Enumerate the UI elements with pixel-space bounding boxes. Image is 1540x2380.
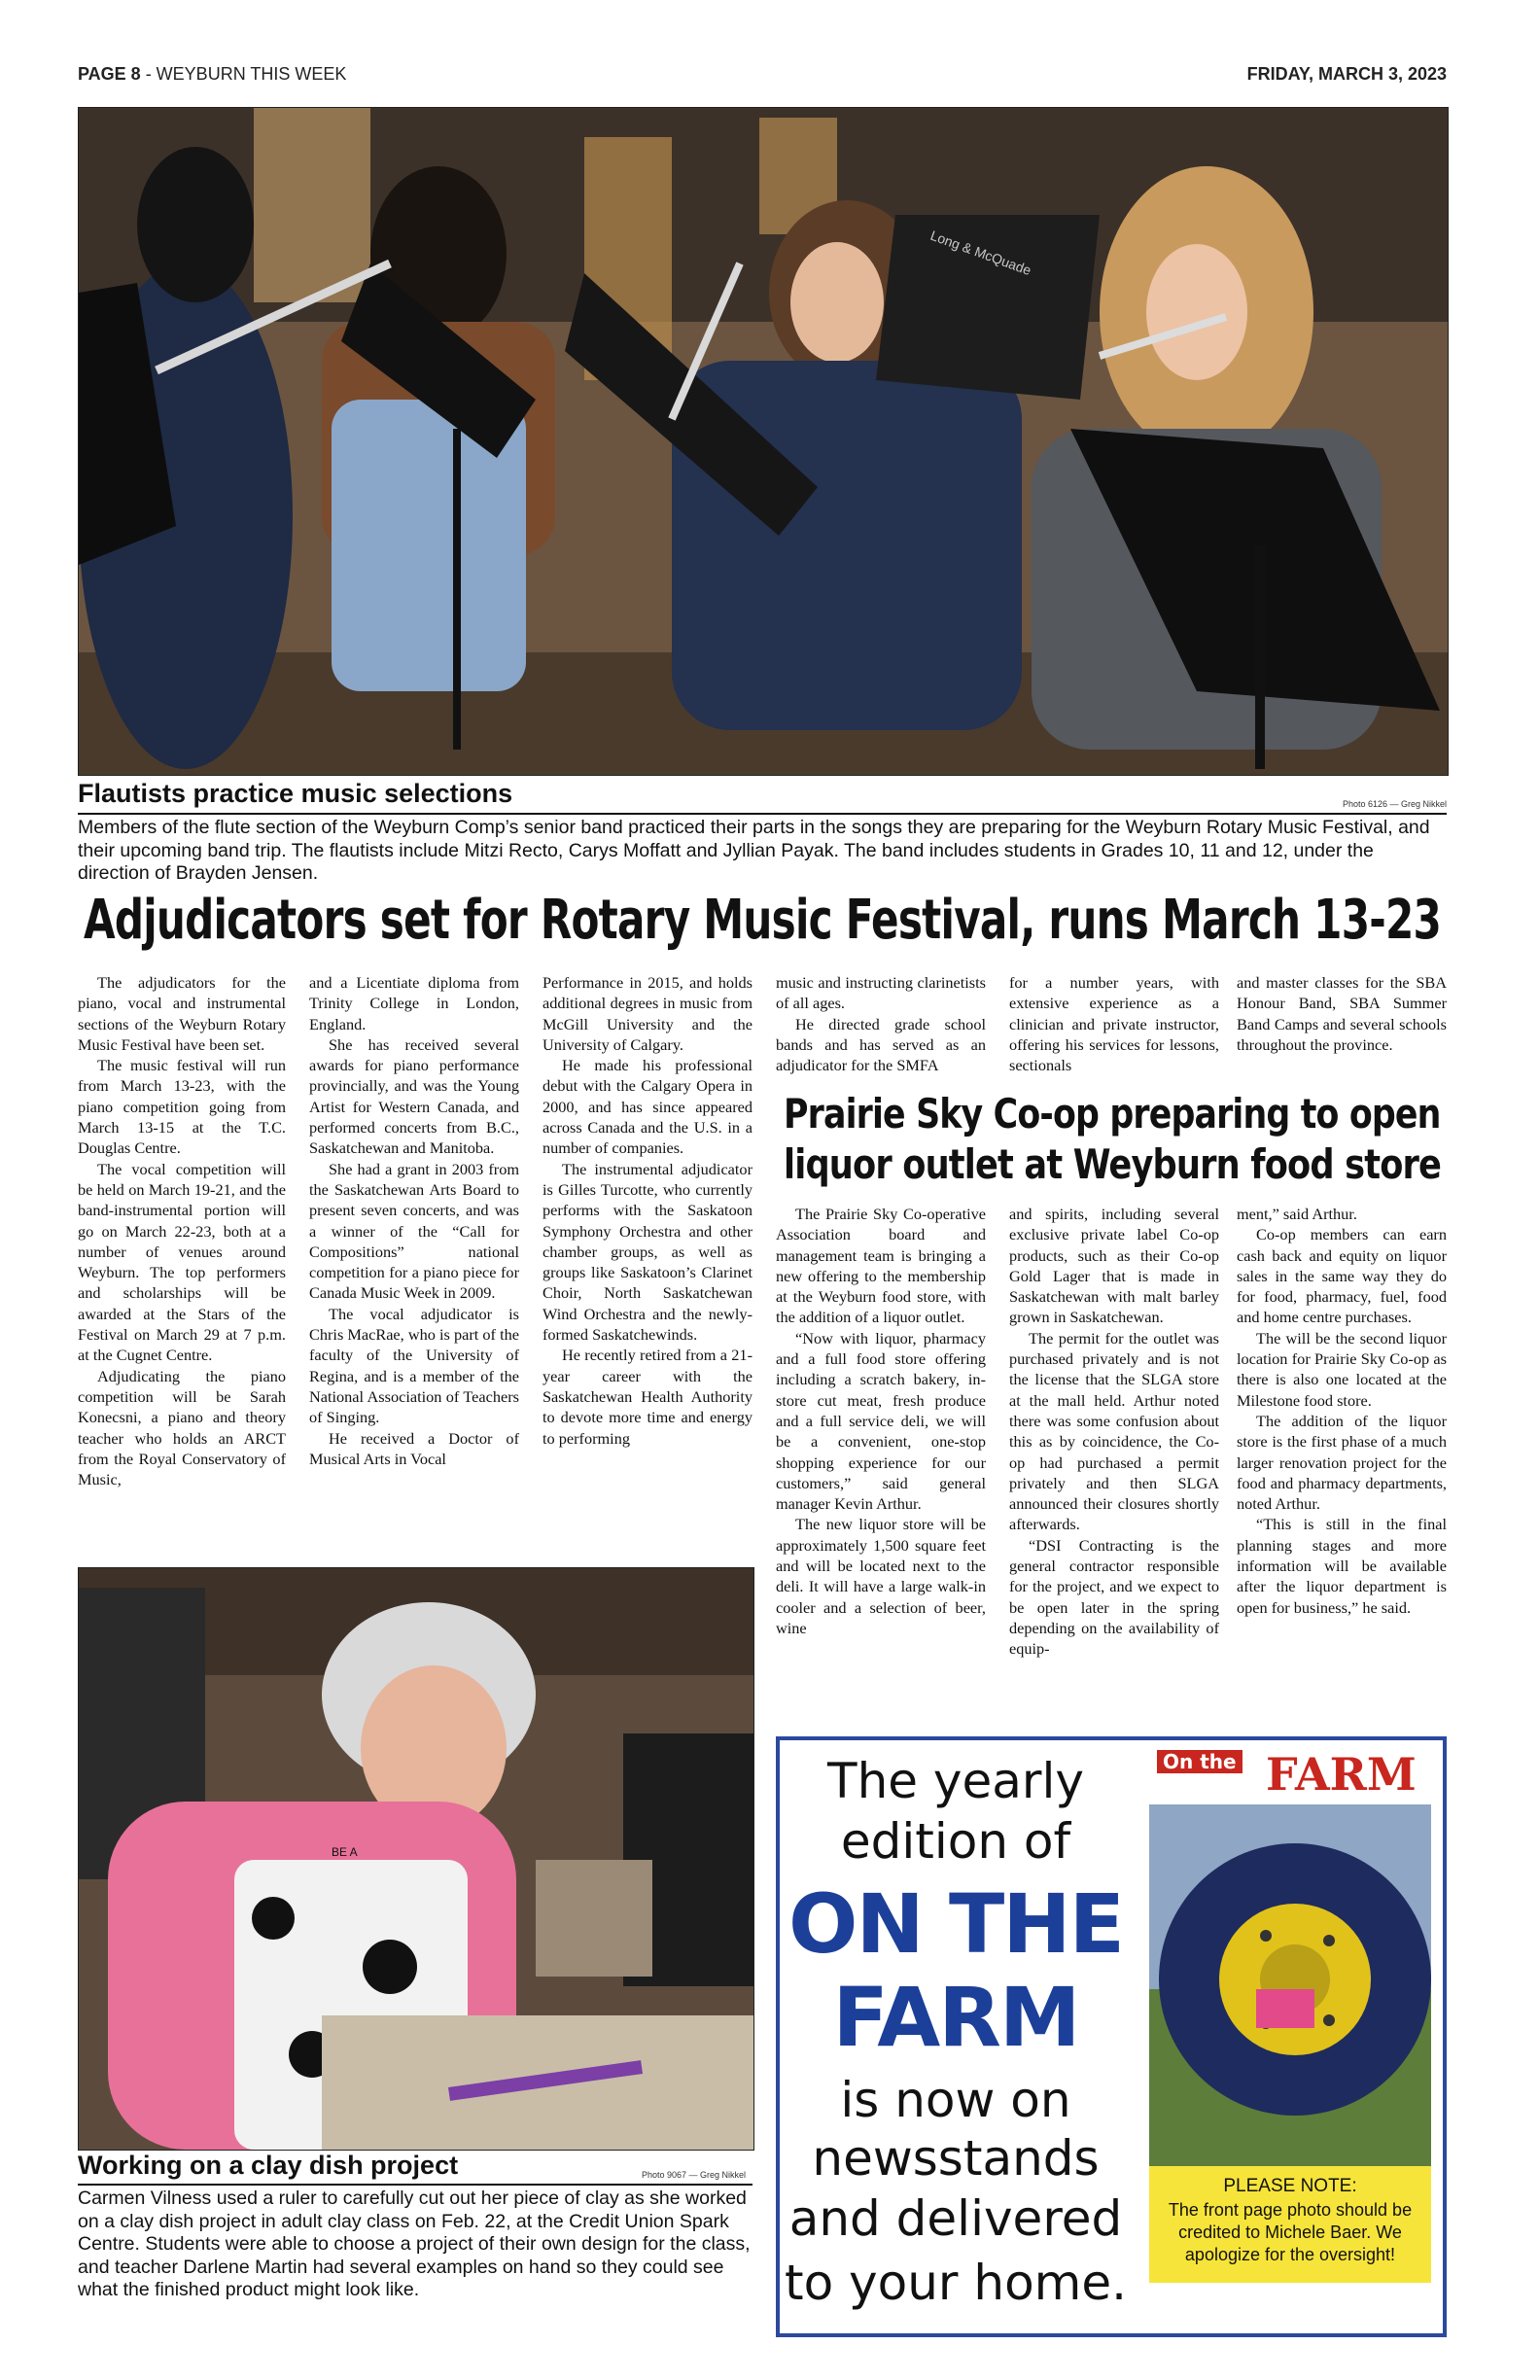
- ad-big-line-2: FARM: [832, 1970, 1079, 2065]
- cover-farm: FARM: [1266, 1748, 1417, 1801]
- paragraph: The instrumental adjudicator is Gilles Turcotte, who currently performs with the Saskatoon Symphony Orchestra and other chamber groups, as well as groups like Saskatoon’s Clarinet Choir, North Saskatchewan Wind Orchestra and the newly-formed Saskatchewinds.: [542, 1159, 752, 1345]
- paragraph: He directed grade school bands and has served as an adjudicator for the SMFA: [776, 1014, 986, 1075]
- festival-column-4: [776, 972, 986, 1075]
- cover-illustration: [1149, 1746, 1431, 2166]
- coop-column-3: [1237, 1204, 1447, 1618]
- paragraph: ment,” said Arthur.: [1237, 1205, 1357, 1223]
- ad-line-6: to your home.: [784, 2255, 1128, 2311]
- flute-photo-illustration: [79, 108, 1448, 775]
- caption-divider: [78, 2184, 752, 2186]
- paragraph: He made his professional debut with the Calgary Opera in 2000, and has since appeared across Canada and the U.S. in a number of companies.: [542, 1056, 752, 1158]
- note-body: The front page photo should be credited to Michele Baer. We apologize for the oversight!: [1168, 2200, 1413, 2264]
- clay-class-photo: [78, 1567, 754, 2151]
- festival-column-2: [309, 972, 519, 1469]
- apron-text: BE A: [332, 1845, 358, 1859]
- paragraph: The vocal competition will be held on March 19-21, and the band-instrumental portion will go on March 22-23, both at a number of venues around Weyburn. The top performers and scholarships will be awarded at the Stars of the Festival on March 29 at 7 p.m. at the Cugnet Centre.: [78, 1159, 286, 1365]
- page-number: PAGE 8: [78, 64, 141, 84]
- ad-line-3: is now on: [840, 2072, 1071, 2128]
- paragraph: He recently retired from a 21-year career with the Saskatchewan Health Authority to devote more time and energy to performing: [542, 1346, 752, 1448]
- paragraph: Co-op members can earn cash back and equity on liquor sales in the same way they do for food, pharmacy, fuel, food and home centre purchases.: [1237, 1225, 1447, 1327]
- coop-column-2: [1009, 1204, 1219, 1660]
- paragraph: She has received several awards for piano performance provincially, and was the Young Artist for Western Canada, and performed concerts from B.C., Saskatchewan and Manitoba.: [309, 1034, 519, 1158]
- paragraph: “Now with liquor, pharmacy and a full food store offering including a scratch bakery, in-store cut meat, fresh produce and a full service deli, we will be a convenient, one-stop shopping experience for our customers,” said general manager Kevin Arthur.: [776, 1328, 986, 1514]
- ad-line-4: newsstands: [812, 2130, 1100, 2187]
- photo2-caption: Carmen Vilness used a ruler to carefully cut out her piece of clay as she worked on a clay dish project in adult clay class on Feb. 22, at the Credit Union Spark Centre. Students were able to choose a project of their own design for the class, and teacher Darlene Martin had several examples on hand so they could see what the finished product might look like.: [78, 2188, 751, 2300]
- coop-headline-line2: liquor outlet at Weyburn food store: [784, 1140, 1442, 1188]
- ad-line-5: and delivered: [788, 2190, 1123, 2247]
- paragraph: The permit for the outlet was purchased privately and is not the license that the SLGA store at the mall held. Arthur noted there was some confusion about this as by coincidence, the Co-op had purchased a permit privately and then SLGA announced their closures shortly afterwards.: [1009, 1328, 1219, 1534]
- paragraph: for a number years, with extensive experience as a clinician and private instructor, offering his services for lessons, sectionals: [1009, 973, 1219, 1075]
- ad-line-1: The yearly: [827, 1753, 1084, 1809]
- paragraph: “DSI Contracting is the general contractor responsible for the project, and we expect to be open later in the spring depending on the availability of equip-: [1009, 1535, 1219, 1659]
- photo1-caption: Members of the flute section of the Weyburn Comp’s senior band practiced their parts in the songs they are preparing for the Weyburn Rotary Music Festival, and their upcoming band trip. The flautists include Mitzi Recto, Carys Moffatt and Jyllian Payak. The band includes students in Grades 10, 11 and 12, under the direction of Brayden Jensen.: [78, 817, 1430, 884]
- festival-column-6: [1237, 972, 1447, 1055]
- note-title: PLEASE NOTE:: [1223, 2176, 1357, 2196]
- paragraph: She had a grant in 2003 from the Saskatchewan Arts Board to present seven concerts, and was a winner of the “Call for Compositions” national competition for a piano piece for Canada Music Week in 2009.: [309, 1159, 519, 1303]
- paragraph: music and instructing clarinetists of all ages.: [776, 973, 986, 1013]
- flute-section-photo: [78, 107, 1449, 776]
- caption-divider: [78, 813, 1447, 815]
- photo2-title: Working on a clay dish project: [78, 2151, 459, 2180]
- issue-date: FRIDAY, MARCH 3, 2023: [1246, 64, 1447, 84]
- page-folio: [78, 64, 346, 85]
- paragraph: The will be the second liquor location for Prairie Sky Co-op as there is also one located at the Milestone food store.: [1237, 1328, 1447, 1410]
- festival-column-5: [1009, 972, 1219, 1075]
- stand-label: Long & McQuade: [928, 227, 1033, 279]
- coop-column-1: [776, 1204, 986, 1638]
- paragraph: and spirits, including several exclusive private label Co-op products, such as their Co-op Gold Lager that is made in Saskatchewan with malt barley grown in Saskatchewan.: [1009, 1205, 1219, 1327]
- paragraph: Adjudicating the piano competition will be Sarah Konecsni, a piano and theory teacher who holds an ARCT from the Royal Conservatory of Music,: [78, 1366, 286, 1489]
- paragraph: The music festival will run from March 13-23, with the piano competition going from March 13-15 at the T.C. Douglas Centre.: [78, 1056, 286, 1158]
- paragraph: He received a Doctor of Musical Arts in Vocal: [309, 1428, 519, 1468]
- photo1-title: Flautists practice music selections: [78, 779, 513, 808]
- ad-big-line-1: ON THE: [788, 1876, 1123, 1972]
- festival-column-1: [78, 972, 286, 1489]
- paper-name: - WEYBURN THIS WEEK: [140, 64, 347, 84]
- ad-line-2: edition of: [840, 1813, 1071, 1870]
- paragraph: and master classes for the SBA Honour Band, SBA Summer Band Camps and several schools throughout the province.: [1237, 973, 1447, 1054]
- paragraph: The addition of the liquor store is the first phase of a much larger renovation project for the food and pharmacy departments, noted Arthur.: [1237, 1411, 1447, 1514]
- festival-headline: Adjudicators set for Rotary Music Festival, runs March 13-23: [84, 889, 1442, 952]
- photo2-credit: Photo 9067 — Greg Nikkel: [642, 2170, 747, 2180]
- paragraph: The adjudicators for the piano, vocal and instrumental sections of the Weyburn Rotary Music Festival have been set.: [78, 973, 286, 1054]
- correction-note: [1149, 2166, 1431, 2283]
- magazine-cover: [1149, 1746, 1431, 2166]
- paragraph: “This is still in the final planning stages and more information will be available after the liquor department is open for business,” he said.: [1237, 1515, 1447, 1617]
- on-the-farm-ad[interactable]: [776, 1736, 1447, 2337]
- paragraph: The Prairie Sky Co-operative Association board and management team is bringing a new offering to the membership at the Weyburn food store, with the addition of a liquor outlet.: [776, 1205, 986, 1327]
- paragraph: and a Licentiate diploma from Trinity College in London, England.: [309, 973, 519, 1033]
- coop-headline-line1: Prairie Sky Co-op preparing to open: [784, 1090, 1441, 1138]
- paragraph: Performance in 2015, and holds additional degrees in music from McGill University and the University of Calgary.: [542, 973, 752, 1054]
- paragraph: The vocal adjudicator is Chris MacRae, who is part of the faculty of the University of Regina, and is a member of the National Association of Teachers of Singing.: [309, 1304, 519, 1427]
- festival-column-3: [542, 972, 752, 1449]
- photo1-credit: Photo 6126 — Greg Nikkel: [1342, 799, 1447, 809]
- clay-photo-illustration: [79, 1568, 753, 2150]
- cover-on-the: On the: [1157, 1750, 1242, 1773]
- paragraph: The new liquor store will be approximately 1,500 square feet and will be located next to the deli. It will have a large walk-in cooler and a selection of beer, wine: [776, 1515, 986, 1637]
